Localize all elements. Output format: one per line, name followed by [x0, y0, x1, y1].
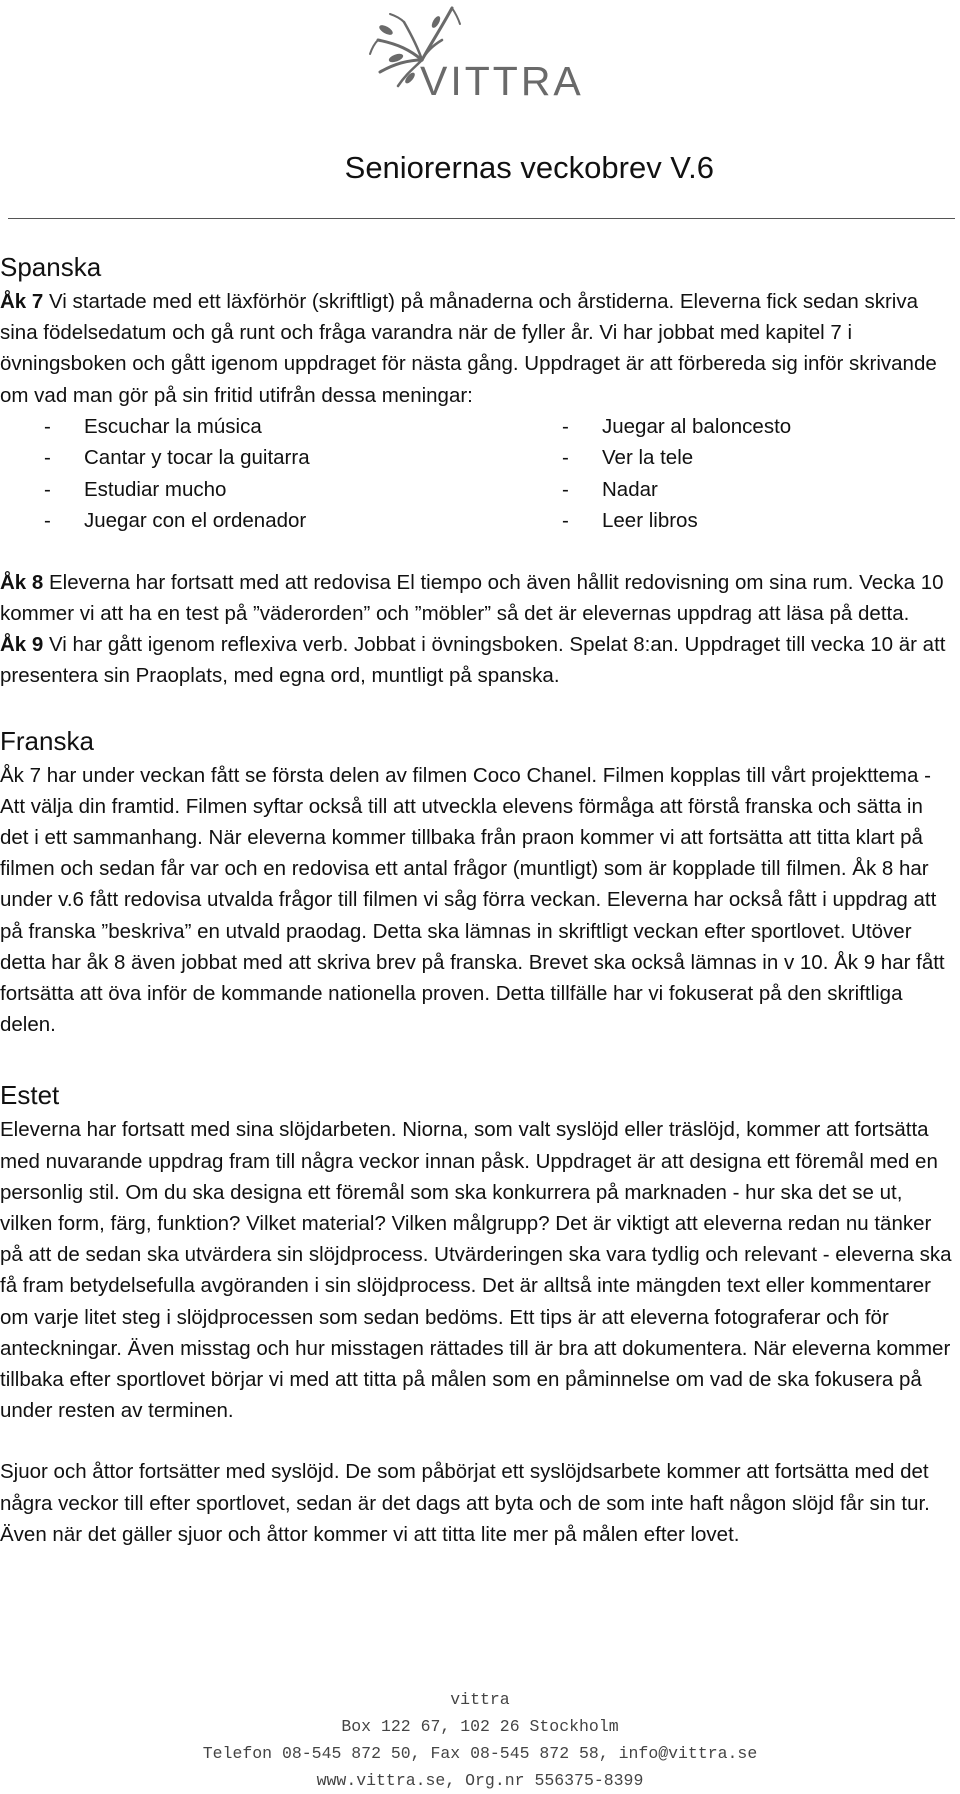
vocab-item: - Juegar al baloncesto — [562, 414, 792, 438]
footer-contact: Telefon 08-545 872 50, Fax 08-545 872 58, info@vittra.se — [202, 1744, 758, 1763]
paragraph-text: Vi har gått igenom reflexiva verb. Jobbat i övningsboken. Spelat 8:an. Uppdraget till vecka 10 är att presentera sin Praoplats, med egna ord, muntligt på spanska. — [0, 633, 946, 688]
footer-web: www.vittra.se, Org.nr 556375-8399 — [316, 1771, 644, 1790]
page-title: Seniorernas veckobrev V.6 — [344, 150, 714, 185]
vocab-item: - Juegar con el ordenador — [44, 509, 307, 533]
footer — [0, 1686, 960, 1794]
footer-company: vittra — [450, 1690, 510, 1709]
section-heading-estet: Estet — [0, 1080, 60, 1111]
footer-address: Box 122 67, 102 26 Stockholm — [341, 1717, 619, 1736]
paragraph-spanska-ak9 — [0, 629, 952, 691]
paragraph-text: Eleverna har fortsatt med att redovisa El tiempo och även hållit redovisning om sina rum. Vecka 10 kommer vi att ha en test på ”väderorden” och ”möbler” så det är elevernas uppdrag att läsa på detta. — [0, 570, 944, 626]
grade-label-ak7: Åk 7 — [0, 290, 44, 313]
paragraph-spanska-ak7 — [0, 286, 952, 411]
vocab-item: - Escuchar la música — [44, 414, 262, 438]
section-heading-franska: Franska — [0, 725, 94, 756]
vocab-item: - Estudiar mucho — [44, 477, 227, 501]
paragraph-franska: Åk 7 har under veckan fått se första delen av filmen Coco Chanel. Filmen kopplas till vårt projekttema -Att välja din framtid. Filmen syftar också till att utveckla elevens förmåga att förstå franska och sätta in det i ett sammanhang. När eleverna kommer tillbaka från praon kommer vi att fortsätta att titta klart på filmen och sedan får var och en redovisa ett antal frågor (muntligt) som är kopplade till filmen. Åk 8 har under v.6 fått redovisa utvalda frågor till filmen vi såg förra veckan. Eleverna har också fått i uppdrag att på franska ”beskriva” en utvald praodag. Detta ska lämnas in skriftligt veckan efter sportlovet. Utöver detta har åk 8 även jobbat med att skriva brev på franska. Brevet ska också lämnas in v 10. Åk 9 har fått fortsätta att öva inför de kommande nationella proven. Detta tillfälle har vi fokuserat på den skriftliga delen. — [0, 763, 945, 1037]
title-divider — [8, 218, 955, 219]
grade-label-ak9: Åk 9 — [0, 633, 44, 657]
vocab-list — [0, 411, 952, 537]
main-content — [0, 248, 952, 1550]
paragraph-estet-1: Eleverna har fortsatt med sina slöjdarbeten. Niorna, som valt syslöjd eller träslöjd, kommer att fortsätta med nuvarande uppdrag fram till några veckor innan påsk. Uppdraget är att designa ett föremål med en personlig stil. Om du ska designa ett föremål som ska konkurrera på marknaden - hur ska det se ut, vilken form, färg, funktion? Vilket material? Vilken målgrupp? Det är viktigt att eleverna redan nu tänker på att de sedan ska utvärdera sin slöjdprocess. Utvärderingen ska vara tydlig och relevant - eleverna ska få fram betydelsefulla avgöranden i sin slöjdprocess. Det är alltså inte mängden text eller kommentarer om varje litet steg i slöjdprocessen som sedan bedöms. Ett tips är att eleverna fotograferar och för anteckningar. Även misstag och hur misstagen rättades till är bra att dokumentera. När eleverna kommer tillbaka efter sportlovet börjar vi med att titta på målen som en påminnelse om vad de ska fokusera på under resten av terminen. — [0, 1118, 952, 1423]
paragraph-spanska-ak8 — [0, 567, 952, 629]
vocab-item: - Leer libros — [562, 509, 698, 533]
vocab-item: - Nadar — [562, 477, 658, 501]
paragraph-text: Vi startade med ett läxförhör (skriftligt) på månaderna och årstiderna. Eleverna fick sedan skriva sina födelsedatum och gå runt och fråga varandra när de fyller år. Vi har jobbat med kapitel 7 i övningsboken och gått igenom uppdraget för nästa gång. Uppdraget är att förbereda sig inför skrivande om vad man gör på sin fritid utifrån dessa meningar: — [0, 290, 937, 407]
logo-wordmark: VITTRA — [420, 58, 584, 104]
vocab-item: - Ver la tele — [562, 446, 694, 470]
section-heading-spanska: Spanska — [0, 252, 102, 282]
paragraph-estet-2: Sjuor och åttor fortsätter med syslöjd. De som påbörjat ett syslöjdsarbete kommer att fortsätta med det några veckor till efter sportlovet, sedan är det dags att byta och de som inte haft någon slöjd får sin tur. Även när det gäller sjuor och åttor kommer vi att titta lite mer på målen efter lovet. — [0, 1460, 930, 1546]
grade-label-ak8: Åk 8 — [0, 570, 44, 594]
vocab-item: - Cantar y tocar la guitarra — [44, 446, 310, 470]
